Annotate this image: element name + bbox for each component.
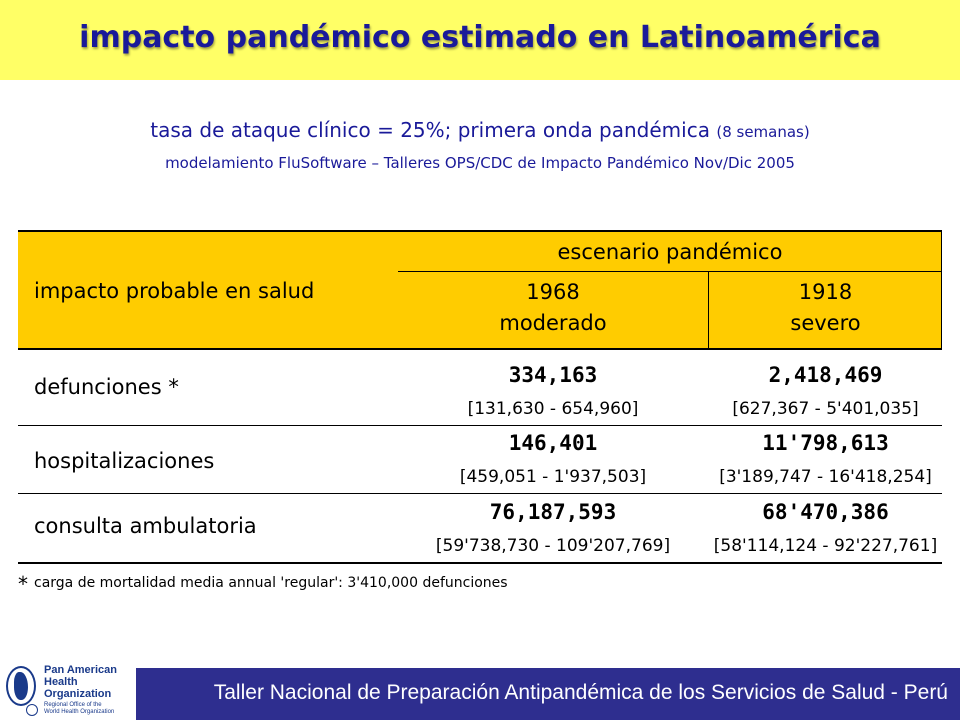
value-consulta-1918: 68'470,386 (762, 500, 889, 524)
title-bar (0, 0, 960, 80)
col-1968-label: moderado (499, 311, 607, 335)
range-consulta-1968: [59'738,730 - 109'207,769] (435, 536, 671, 556)
group-header-label: escenario pandémico (557, 240, 783, 264)
logo-text (44, 664, 117, 700)
value-hospitalizaciones-1918: 11'798,613 (762, 431, 889, 455)
paho-logo (0, 660, 130, 720)
row-label-defunciones: defunciones * (34, 375, 179, 399)
slide-title: impacto pandémico estimado en Latinoamérica (79, 20, 881, 55)
range-hospitalizaciones-1968: [459,051 - 1'937,503] (459, 467, 647, 487)
subtitle (0, 118, 960, 142)
col-1968-year: 1968 (526, 280, 580, 304)
col-1918-year: 1918 (798, 280, 853, 304)
row-divider (18, 425, 942, 426)
header-bottom-border (18, 348, 942, 350)
who-emblem-icon (26, 704, 38, 716)
logo-line: Pan American (44, 664, 117, 676)
range-defunciones-1918: [627,367 - 5'401,035] (732, 399, 919, 419)
subtitle-duration: (8 semanas) (716, 123, 810, 141)
footnote (18, 572, 508, 596)
table-top-border (18, 230, 942, 232)
value-consulta-1968: 76,187,593 (489, 500, 617, 524)
footnote-text: carga de mortalidad media annual 'regular': 3'410,000 defunciones (34, 575, 508, 591)
row-header-label: impacto probable en salud (34, 279, 315, 303)
col-1918-label: severo (790, 311, 861, 335)
value-defunciones-1918: 2,418,469 (768, 363, 883, 387)
range-defunciones-1968: [131,630 - 654,960] (467, 399, 639, 419)
footer-bar (136, 668, 960, 720)
logo-subtext (44, 702, 114, 716)
range-consulta-1918: [58'114,124 - 92'227,761] (713, 536, 938, 556)
value-defunciones-1968: 334,163 (508, 363, 598, 387)
footer-text: Taller Nacional de Preparación Antipandémica de los Servicios de Salud - Perú (213, 681, 948, 704)
row-divider (18, 493, 942, 494)
logo-sub-line: World Health Organization (44, 709, 115, 715)
subtitle-main: tasa de ataque clínico = 25%; primera onda pandémica (150, 118, 710, 142)
globe-icon (6, 666, 36, 706)
logo-sub-line: Regional Office of the (44, 702, 102, 708)
logo-line: Health (44, 676, 78, 688)
table-bottom-border (18, 562, 942, 564)
row-label-consulta-ambulatoria: consulta ambulatoria (34, 514, 257, 538)
subtitle-source: modelamiento FluSoftware – Talleres OPS/CDC de Impacto Pandémico Nov/Dic 2005 (165, 154, 795, 172)
value-hospitalizaciones-1968: 146,401 (508, 431, 598, 455)
range-hospitalizaciones-1918: [3'189,747 - 16'418,254] (719, 467, 932, 487)
group-header-divider (398, 271, 942, 272)
footnote-star: * (18, 572, 28, 596)
row-label-hospitalizaciones: hospitalizaciones (34, 449, 215, 473)
logo-line: Organization (44, 688, 112, 700)
